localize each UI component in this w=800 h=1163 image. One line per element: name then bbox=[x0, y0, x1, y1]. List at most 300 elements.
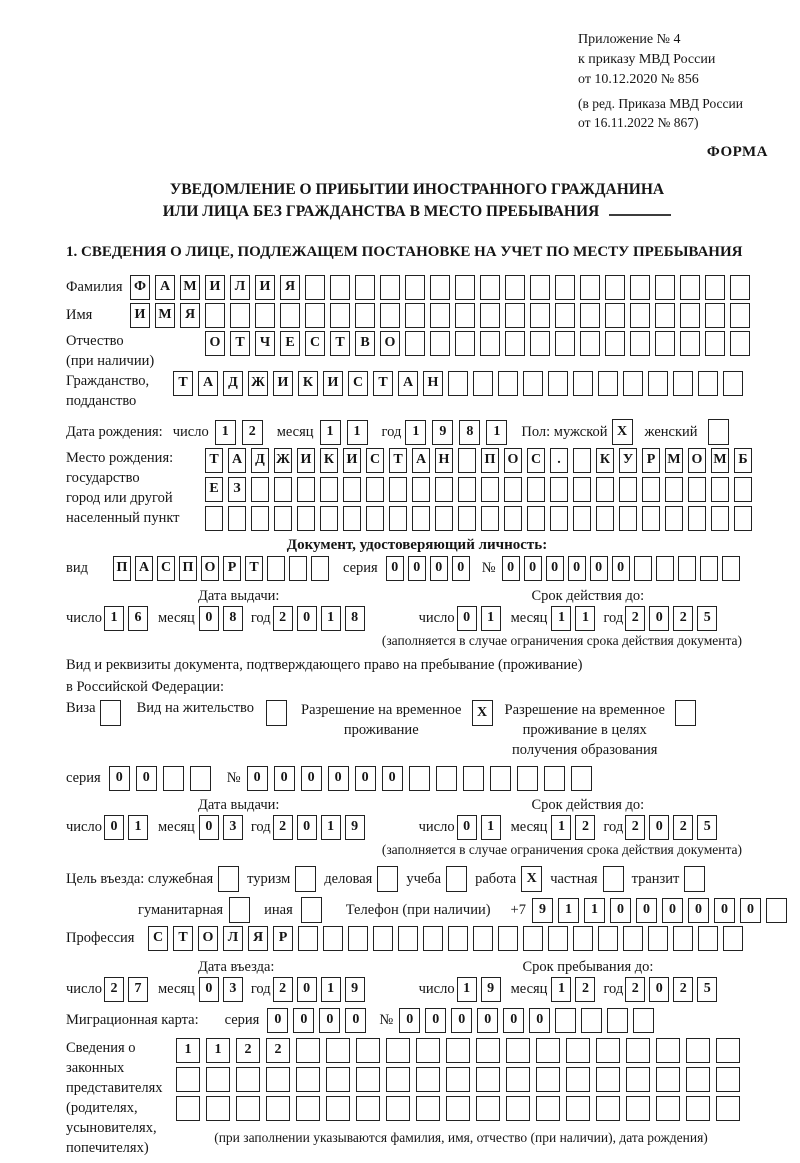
form-cell[interactable]: Т bbox=[373, 371, 393, 396]
form-cell[interactable]: 1 bbox=[575, 606, 595, 631]
form-cell[interactable]: О bbox=[205, 331, 225, 356]
form-cell[interactable]: 0 bbox=[714, 898, 735, 923]
form-cell[interactable] bbox=[405, 331, 425, 356]
form-cell[interactable]: 2 bbox=[625, 815, 645, 840]
form-cell[interactable] bbox=[678, 556, 696, 581]
form-cell[interactable]: 2 bbox=[266, 1038, 290, 1063]
form-cell[interactable]: П bbox=[179, 556, 197, 581]
form-cell[interactable] bbox=[355, 303, 375, 328]
form-cell[interactable]: Т bbox=[389, 448, 407, 473]
form-cell[interactable]: Р bbox=[223, 556, 241, 581]
form-cell[interactable] bbox=[455, 331, 475, 356]
form-cell[interactable] bbox=[473, 926, 493, 951]
form-cell[interactable] bbox=[656, 1038, 680, 1063]
form-cell[interactable] bbox=[373, 926, 393, 951]
form-cell[interactable]: М bbox=[711, 448, 729, 473]
form-cell[interactable] bbox=[412, 506, 430, 531]
form-cell[interactable]: 0 bbox=[457, 606, 477, 631]
form-cell[interactable]: Р bbox=[273, 926, 293, 951]
form-cell[interactable]: 0 bbox=[610, 898, 631, 923]
form-cell[interactable] bbox=[605, 275, 625, 300]
form-cell[interactable]: Н bbox=[423, 371, 443, 396]
form-cell[interactable]: 1 bbox=[486, 420, 507, 445]
form-cell[interactable]: 0 bbox=[301, 766, 322, 791]
form-cell[interactable] bbox=[623, 926, 643, 951]
official-checkbox[interactable] bbox=[218, 866, 239, 892]
form-cell[interactable] bbox=[355, 275, 375, 300]
form-cell[interactable] bbox=[326, 1038, 350, 1063]
form-cell[interactable]: Ж bbox=[274, 448, 292, 473]
form-cell[interactable] bbox=[734, 477, 752, 502]
form-cell[interactable] bbox=[251, 506, 269, 531]
form-cell[interactable]: 0 bbox=[649, 606, 669, 631]
form-cell[interactable] bbox=[446, 1038, 470, 1063]
form-cell[interactable]: М bbox=[180, 275, 200, 300]
form-cell[interactable]: 2 bbox=[575, 977, 595, 1002]
form-cell[interactable] bbox=[398, 926, 418, 951]
form-cell[interactable] bbox=[320, 506, 338, 531]
form-cell[interactable]: А bbox=[155, 275, 175, 300]
form-cell[interactable]: А bbox=[135, 556, 153, 581]
form-cell[interactable]: Ф bbox=[130, 275, 150, 300]
form-cell[interactable] bbox=[517, 766, 538, 791]
form-cell[interactable] bbox=[705, 331, 725, 356]
form-cell[interactable] bbox=[405, 303, 425, 328]
form-cell[interactable]: 5 bbox=[697, 977, 717, 1002]
form-cell[interactable] bbox=[504, 506, 522, 531]
form-cell[interactable] bbox=[481, 506, 499, 531]
form-cell[interactable] bbox=[458, 477, 476, 502]
form-cell[interactable]: 9 bbox=[432, 420, 453, 445]
form-cell[interactable] bbox=[455, 275, 475, 300]
form-cell[interactable]: 1 bbox=[128, 815, 148, 840]
form-cell[interactable] bbox=[580, 331, 600, 356]
form-cell[interactable]: У bbox=[619, 448, 637, 473]
form-cell[interactable] bbox=[448, 371, 468, 396]
form-cell[interactable] bbox=[356, 1096, 380, 1121]
form-cell[interactable] bbox=[206, 1067, 230, 1092]
form-cell[interactable]: 5 bbox=[697, 815, 717, 840]
form-cell[interactable] bbox=[555, 1008, 576, 1033]
form-cell[interactable]: 0 bbox=[477, 1008, 498, 1033]
form-cell[interactable] bbox=[536, 1038, 560, 1063]
form-cell[interactable]: К bbox=[596, 448, 614, 473]
form-cell[interactable] bbox=[544, 766, 565, 791]
form-cell[interactable] bbox=[573, 926, 593, 951]
form-cell[interactable] bbox=[296, 1067, 320, 1092]
form-cell[interactable] bbox=[230, 303, 250, 328]
form-cell[interactable]: 5 bbox=[697, 606, 717, 631]
form-cell[interactable] bbox=[386, 1038, 410, 1063]
form-cell[interactable] bbox=[566, 1038, 590, 1063]
form-cell[interactable]: Я bbox=[280, 275, 300, 300]
form-cell[interactable] bbox=[580, 275, 600, 300]
form-cell[interactable]: . bbox=[550, 448, 568, 473]
form-cell[interactable] bbox=[734, 506, 752, 531]
form-cell[interactable] bbox=[356, 1038, 380, 1063]
form-cell[interactable] bbox=[435, 506, 453, 531]
form-cell[interactable] bbox=[688, 477, 706, 502]
form-cell[interactable]: А bbox=[228, 448, 246, 473]
form-cell[interactable] bbox=[626, 1067, 650, 1092]
form-cell[interactable]: 2 bbox=[575, 815, 595, 840]
form-cell[interactable]: 0 bbox=[297, 606, 317, 631]
form-cell[interactable] bbox=[266, 1067, 290, 1092]
form-cell[interactable] bbox=[607, 1008, 628, 1033]
form-cell[interactable]: А bbox=[412, 448, 430, 473]
form-cell[interactable] bbox=[573, 371, 593, 396]
form-cell[interactable] bbox=[680, 331, 700, 356]
form-cell[interactable]: 2 bbox=[273, 977, 293, 1002]
work-checkbox[interactable]: X bbox=[521, 866, 542, 892]
form-cell[interactable] bbox=[463, 766, 484, 791]
form-cell[interactable] bbox=[626, 1096, 650, 1121]
form-cell[interactable]: 1 bbox=[347, 420, 368, 445]
form-cell[interactable]: 0 bbox=[457, 815, 477, 840]
form-cell[interactable]: 9 bbox=[345, 977, 365, 1002]
form-cell[interactable] bbox=[297, 506, 315, 531]
female-checkbox[interactable] bbox=[708, 419, 729, 445]
form-cell[interactable] bbox=[730, 331, 750, 356]
form-cell[interactable]: И bbox=[130, 303, 150, 328]
form-cell[interactable]: 0 bbox=[451, 1008, 472, 1033]
form-cell[interactable]: 2 bbox=[236, 1038, 260, 1063]
form-cell[interactable] bbox=[330, 303, 350, 328]
form-cell[interactable]: 2 bbox=[625, 977, 645, 1002]
form-cell[interactable]: 6 bbox=[128, 606, 148, 631]
form-cell[interactable] bbox=[356, 1067, 380, 1092]
form-cell[interactable] bbox=[623, 371, 643, 396]
form-cell[interactable]: 1 bbox=[584, 898, 605, 923]
form-cell[interactable]: П bbox=[481, 448, 499, 473]
form-cell[interactable]: О bbox=[688, 448, 706, 473]
form-cell[interactable] bbox=[530, 275, 550, 300]
form-cell[interactable] bbox=[566, 1096, 590, 1121]
form-cell[interactable] bbox=[206, 1096, 230, 1121]
form-cell[interactable]: С bbox=[157, 556, 175, 581]
form-cell[interactable] bbox=[323, 926, 343, 951]
form-cell[interactable] bbox=[550, 477, 568, 502]
form-cell[interactable]: Т bbox=[230, 331, 250, 356]
form-cell[interactable] bbox=[416, 1038, 440, 1063]
form-cell[interactable]: 0 bbox=[274, 766, 295, 791]
form-cell[interactable]: Н bbox=[435, 448, 453, 473]
form-cell[interactable] bbox=[630, 331, 650, 356]
form-cell[interactable] bbox=[598, 371, 618, 396]
form-cell[interactable] bbox=[705, 303, 725, 328]
other-purpose-checkbox[interactable] bbox=[301, 897, 322, 923]
form-cell[interactable]: Я bbox=[180, 303, 200, 328]
form-cell[interactable]: 0 bbox=[104, 815, 124, 840]
form-cell[interactable] bbox=[523, 926, 543, 951]
form-cell[interactable] bbox=[655, 275, 675, 300]
form-cell[interactable] bbox=[698, 371, 718, 396]
form-cell[interactable] bbox=[320, 477, 338, 502]
form-cell[interactable] bbox=[527, 477, 545, 502]
form-cell[interactable]: С bbox=[148, 926, 168, 951]
form-cell[interactable] bbox=[504, 477, 522, 502]
form-cell[interactable] bbox=[530, 331, 550, 356]
form-cell[interactable] bbox=[700, 556, 718, 581]
form-cell[interactable]: 0 bbox=[408, 556, 426, 581]
form-cell[interactable]: 8 bbox=[345, 606, 365, 631]
form-cell[interactable]: К bbox=[298, 371, 318, 396]
form-cell[interactable] bbox=[656, 556, 674, 581]
form-cell[interactable]: 0 bbox=[247, 766, 268, 791]
form-cell[interactable]: С bbox=[348, 371, 368, 396]
form-cell[interactable] bbox=[580, 303, 600, 328]
form-cell[interactable]: 1 bbox=[321, 815, 341, 840]
form-cell[interactable] bbox=[176, 1067, 200, 1092]
form-cell[interactable]: Т bbox=[245, 556, 263, 581]
transit-checkbox[interactable] bbox=[684, 866, 705, 892]
form-cell[interactable] bbox=[555, 331, 575, 356]
form-cell[interactable]: Б bbox=[734, 448, 752, 473]
form-cell[interactable] bbox=[446, 1067, 470, 1092]
form-cell[interactable]: Е bbox=[205, 477, 223, 502]
form-cell[interactable]: А bbox=[198, 371, 218, 396]
form-cell[interactable] bbox=[416, 1096, 440, 1121]
form-cell[interactable] bbox=[730, 303, 750, 328]
form-cell[interactable]: 0 bbox=[636, 898, 657, 923]
form-cell[interactable]: Т bbox=[173, 371, 193, 396]
form-cell[interactable]: 9 bbox=[532, 898, 553, 923]
form-cell[interactable] bbox=[481, 477, 499, 502]
form-cell[interactable]: 0 bbox=[297, 977, 317, 1002]
form-cell[interactable]: 8 bbox=[459, 420, 480, 445]
tourism-checkbox[interactable] bbox=[295, 866, 316, 892]
form-cell[interactable]: 0 bbox=[546, 556, 564, 581]
visa-checkbox[interactable] bbox=[100, 700, 121, 726]
form-cell[interactable]: 9 bbox=[345, 815, 365, 840]
form-cell[interactable] bbox=[296, 1096, 320, 1121]
form-cell[interactable]: 1 bbox=[321, 977, 341, 1002]
humanitarian-checkbox[interactable] bbox=[229, 897, 250, 923]
form-cell[interactable]: 0 bbox=[590, 556, 608, 581]
form-cell[interactable] bbox=[386, 1067, 410, 1092]
form-cell[interactable] bbox=[686, 1038, 710, 1063]
form-cell[interactable]: 2 bbox=[273, 606, 293, 631]
business-checkbox[interactable] bbox=[377, 866, 398, 892]
form-cell[interactable] bbox=[656, 1096, 680, 1121]
form-cell[interactable] bbox=[665, 506, 683, 531]
form-cell[interactable] bbox=[446, 1096, 470, 1121]
form-cell[interactable] bbox=[366, 477, 384, 502]
form-cell[interactable] bbox=[490, 766, 511, 791]
form-cell[interactable] bbox=[430, 275, 450, 300]
form-cell[interactable]: 0 bbox=[524, 556, 542, 581]
form-cell[interactable] bbox=[536, 1067, 560, 1092]
form-cell[interactable]: 0 bbox=[649, 977, 669, 1002]
form-cell[interactable]: О bbox=[504, 448, 522, 473]
form-cell[interactable]: И bbox=[323, 371, 343, 396]
form-cell[interactable]: 1 bbox=[321, 606, 341, 631]
form-cell[interactable] bbox=[480, 303, 500, 328]
form-cell[interactable] bbox=[550, 506, 568, 531]
form-cell[interactable]: 1 bbox=[206, 1038, 230, 1063]
form-cell[interactable]: М bbox=[155, 303, 175, 328]
form-cell[interactable] bbox=[548, 371, 568, 396]
form-cell[interactable]: Л bbox=[223, 926, 243, 951]
form-cell[interactable]: 9 bbox=[481, 977, 501, 1002]
form-cell[interactable] bbox=[648, 926, 668, 951]
form-cell[interactable] bbox=[598, 926, 618, 951]
form-cell[interactable]: И bbox=[343, 448, 361, 473]
form-cell[interactable] bbox=[305, 275, 325, 300]
form-cell[interactable] bbox=[605, 331, 625, 356]
form-cell[interactable]: 0 bbox=[688, 898, 709, 923]
form-cell[interactable] bbox=[176, 1096, 200, 1121]
form-cell[interactable] bbox=[476, 1038, 500, 1063]
form-cell[interactable]: 0 bbox=[502, 556, 520, 581]
form-cell[interactable]: 0 bbox=[319, 1008, 340, 1033]
form-cell[interactable] bbox=[430, 331, 450, 356]
male-checkbox[interactable]: X bbox=[612, 419, 633, 445]
form-cell[interactable] bbox=[686, 1067, 710, 1092]
form-cell[interactable]: 2 bbox=[625, 606, 645, 631]
form-cell[interactable] bbox=[448, 926, 468, 951]
form-cell[interactable] bbox=[680, 275, 700, 300]
form-cell[interactable] bbox=[251, 477, 269, 502]
form-cell[interactable] bbox=[716, 1038, 740, 1063]
form-cell[interactable] bbox=[555, 303, 575, 328]
form-cell[interactable]: 0 bbox=[267, 1008, 288, 1033]
form-cell[interactable]: 1 bbox=[558, 898, 579, 923]
form-cell[interactable]: С bbox=[527, 448, 545, 473]
form-cell[interactable]: 0 bbox=[425, 1008, 446, 1033]
form-cell[interactable]: Т bbox=[330, 331, 350, 356]
form-cell[interactable]: 0 bbox=[649, 815, 669, 840]
form-cell[interactable] bbox=[642, 477, 660, 502]
form-cell[interactable] bbox=[458, 506, 476, 531]
form-cell[interactable] bbox=[380, 275, 400, 300]
form-cell[interactable] bbox=[673, 371, 693, 396]
form-cell[interactable] bbox=[190, 766, 211, 791]
form-cell[interactable] bbox=[343, 506, 361, 531]
form-cell[interactable]: И bbox=[273, 371, 293, 396]
form-cell[interactable] bbox=[296, 1038, 320, 1063]
form-cell[interactable]: 1 bbox=[481, 815, 501, 840]
form-cell[interactable] bbox=[633, 1008, 654, 1033]
form-cell[interactable]: О bbox=[380, 331, 400, 356]
form-cell[interactable] bbox=[236, 1067, 260, 1092]
form-cell[interactable]: Р bbox=[642, 448, 660, 473]
study-checkbox[interactable] bbox=[446, 866, 467, 892]
form-cell[interactable] bbox=[236, 1096, 260, 1121]
form-cell[interactable] bbox=[326, 1096, 350, 1121]
form-cell[interactable]: 0 bbox=[399, 1008, 420, 1033]
form-cell[interactable] bbox=[326, 1067, 350, 1092]
form-cell[interactable]: 0 bbox=[382, 766, 403, 791]
form-cell[interactable] bbox=[619, 506, 637, 531]
form-cell[interactable]: 1 bbox=[551, 977, 571, 1002]
form-cell[interactable]: 0 bbox=[430, 556, 448, 581]
form-cell[interactable] bbox=[297, 477, 315, 502]
form-cell[interactable] bbox=[605, 303, 625, 328]
form-cell[interactable] bbox=[548, 926, 568, 951]
form-cell[interactable] bbox=[730, 275, 750, 300]
form-cell[interactable]: Ж bbox=[248, 371, 268, 396]
form-cell[interactable]: П bbox=[113, 556, 131, 581]
form-cell[interactable] bbox=[386, 1096, 410, 1121]
form-cell[interactable]: 0 bbox=[345, 1008, 366, 1033]
form-cell[interactable]: 8 bbox=[223, 606, 243, 631]
form-cell[interactable] bbox=[573, 448, 591, 473]
form-cell[interactable]: 2 bbox=[673, 815, 693, 840]
form-cell[interactable]: Л bbox=[230, 275, 250, 300]
form-cell[interactable] bbox=[555, 275, 575, 300]
form-cell[interactable]: 7 bbox=[128, 977, 148, 1002]
form-cell[interactable]: И bbox=[205, 275, 225, 300]
form-cell[interactable] bbox=[389, 477, 407, 502]
form-cell[interactable] bbox=[458, 448, 476, 473]
form-cell[interactable]: А bbox=[398, 371, 418, 396]
form-cell[interactable]: К bbox=[320, 448, 338, 473]
form-cell[interactable]: 1 bbox=[320, 420, 341, 445]
form-cell[interactable] bbox=[536, 1096, 560, 1121]
form-cell[interactable] bbox=[581, 1008, 602, 1033]
form-cell[interactable] bbox=[267, 556, 285, 581]
form-cell[interactable] bbox=[596, 1067, 620, 1092]
form-cell[interactable]: 1 bbox=[176, 1038, 200, 1063]
form-cell[interactable]: 0 bbox=[199, 977, 219, 1002]
form-cell[interactable] bbox=[430, 303, 450, 328]
form-cell[interactable]: 2 bbox=[673, 977, 693, 1002]
form-cell[interactable] bbox=[506, 1067, 530, 1092]
form-cell[interactable] bbox=[527, 506, 545, 531]
form-cell[interactable] bbox=[673, 926, 693, 951]
form-cell[interactable] bbox=[228, 506, 246, 531]
form-cell[interactable]: 0 bbox=[199, 815, 219, 840]
form-cell[interactable] bbox=[473, 371, 493, 396]
form-cell[interactable]: 1 bbox=[481, 606, 501, 631]
form-cell[interactable]: Е bbox=[280, 331, 300, 356]
form-cell[interactable] bbox=[480, 275, 500, 300]
form-cell[interactable] bbox=[655, 303, 675, 328]
form-cell[interactable] bbox=[723, 926, 743, 951]
form-cell[interactable] bbox=[476, 1067, 500, 1092]
form-cell[interactable]: 3 bbox=[223, 977, 243, 1002]
form-cell[interactable] bbox=[619, 477, 637, 502]
form-cell[interactable] bbox=[716, 1067, 740, 1092]
form-cell[interactable]: 0 bbox=[199, 606, 219, 631]
form-cell[interactable] bbox=[596, 506, 614, 531]
form-cell[interactable] bbox=[305, 303, 325, 328]
form-cell[interactable]: Ч bbox=[255, 331, 275, 356]
form-cell[interactable]: 0 bbox=[612, 556, 630, 581]
form-cell[interactable] bbox=[648, 371, 668, 396]
form-cell[interactable]: 3 bbox=[223, 815, 243, 840]
form-cell[interactable] bbox=[630, 275, 650, 300]
form-cell[interactable] bbox=[596, 477, 614, 502]
form-cell[interactable]: М bbox=[665, 448, 683, 473]
form-cell[interactable] bbox=[722, 556, 740, 581]
form-cell[interactable] bbox=[506, 1038, 530, 1063]
form-cell[interactable]: Д bbox=[251, 448, 269, 473]
form-cell[interactable] bbox=[573, 506, 591, 531]
form-cell[interactable] bbox=[163, 766, 184, 791]
form-cell[interactable] bbox=[436, 766, 457, 791]
form-cell[interactable] bbox=[573, 477, 591, 502]
form-cell[interactable]: 0 bbox=[297, 815, 317, 840]
form-cell[interactable] bbox=[680, 303, 700, 328]
form-cell[interactable]: 0 bbox=[109, 766, 130, 791]
form-cell[interactable]: 0 bbox=[568, 556, 586, 581]
temp-residence-edu-checkbox[interactable] bbox=[675, 700, 696, 726]
form-cell[interactable] bbox=[348, 926, 368, 951]
form-cell[interactable]: В bbox=[355, 331, 375, 356]
form-cell[interactable] bbox=[716, 1096, 740, 1121]
